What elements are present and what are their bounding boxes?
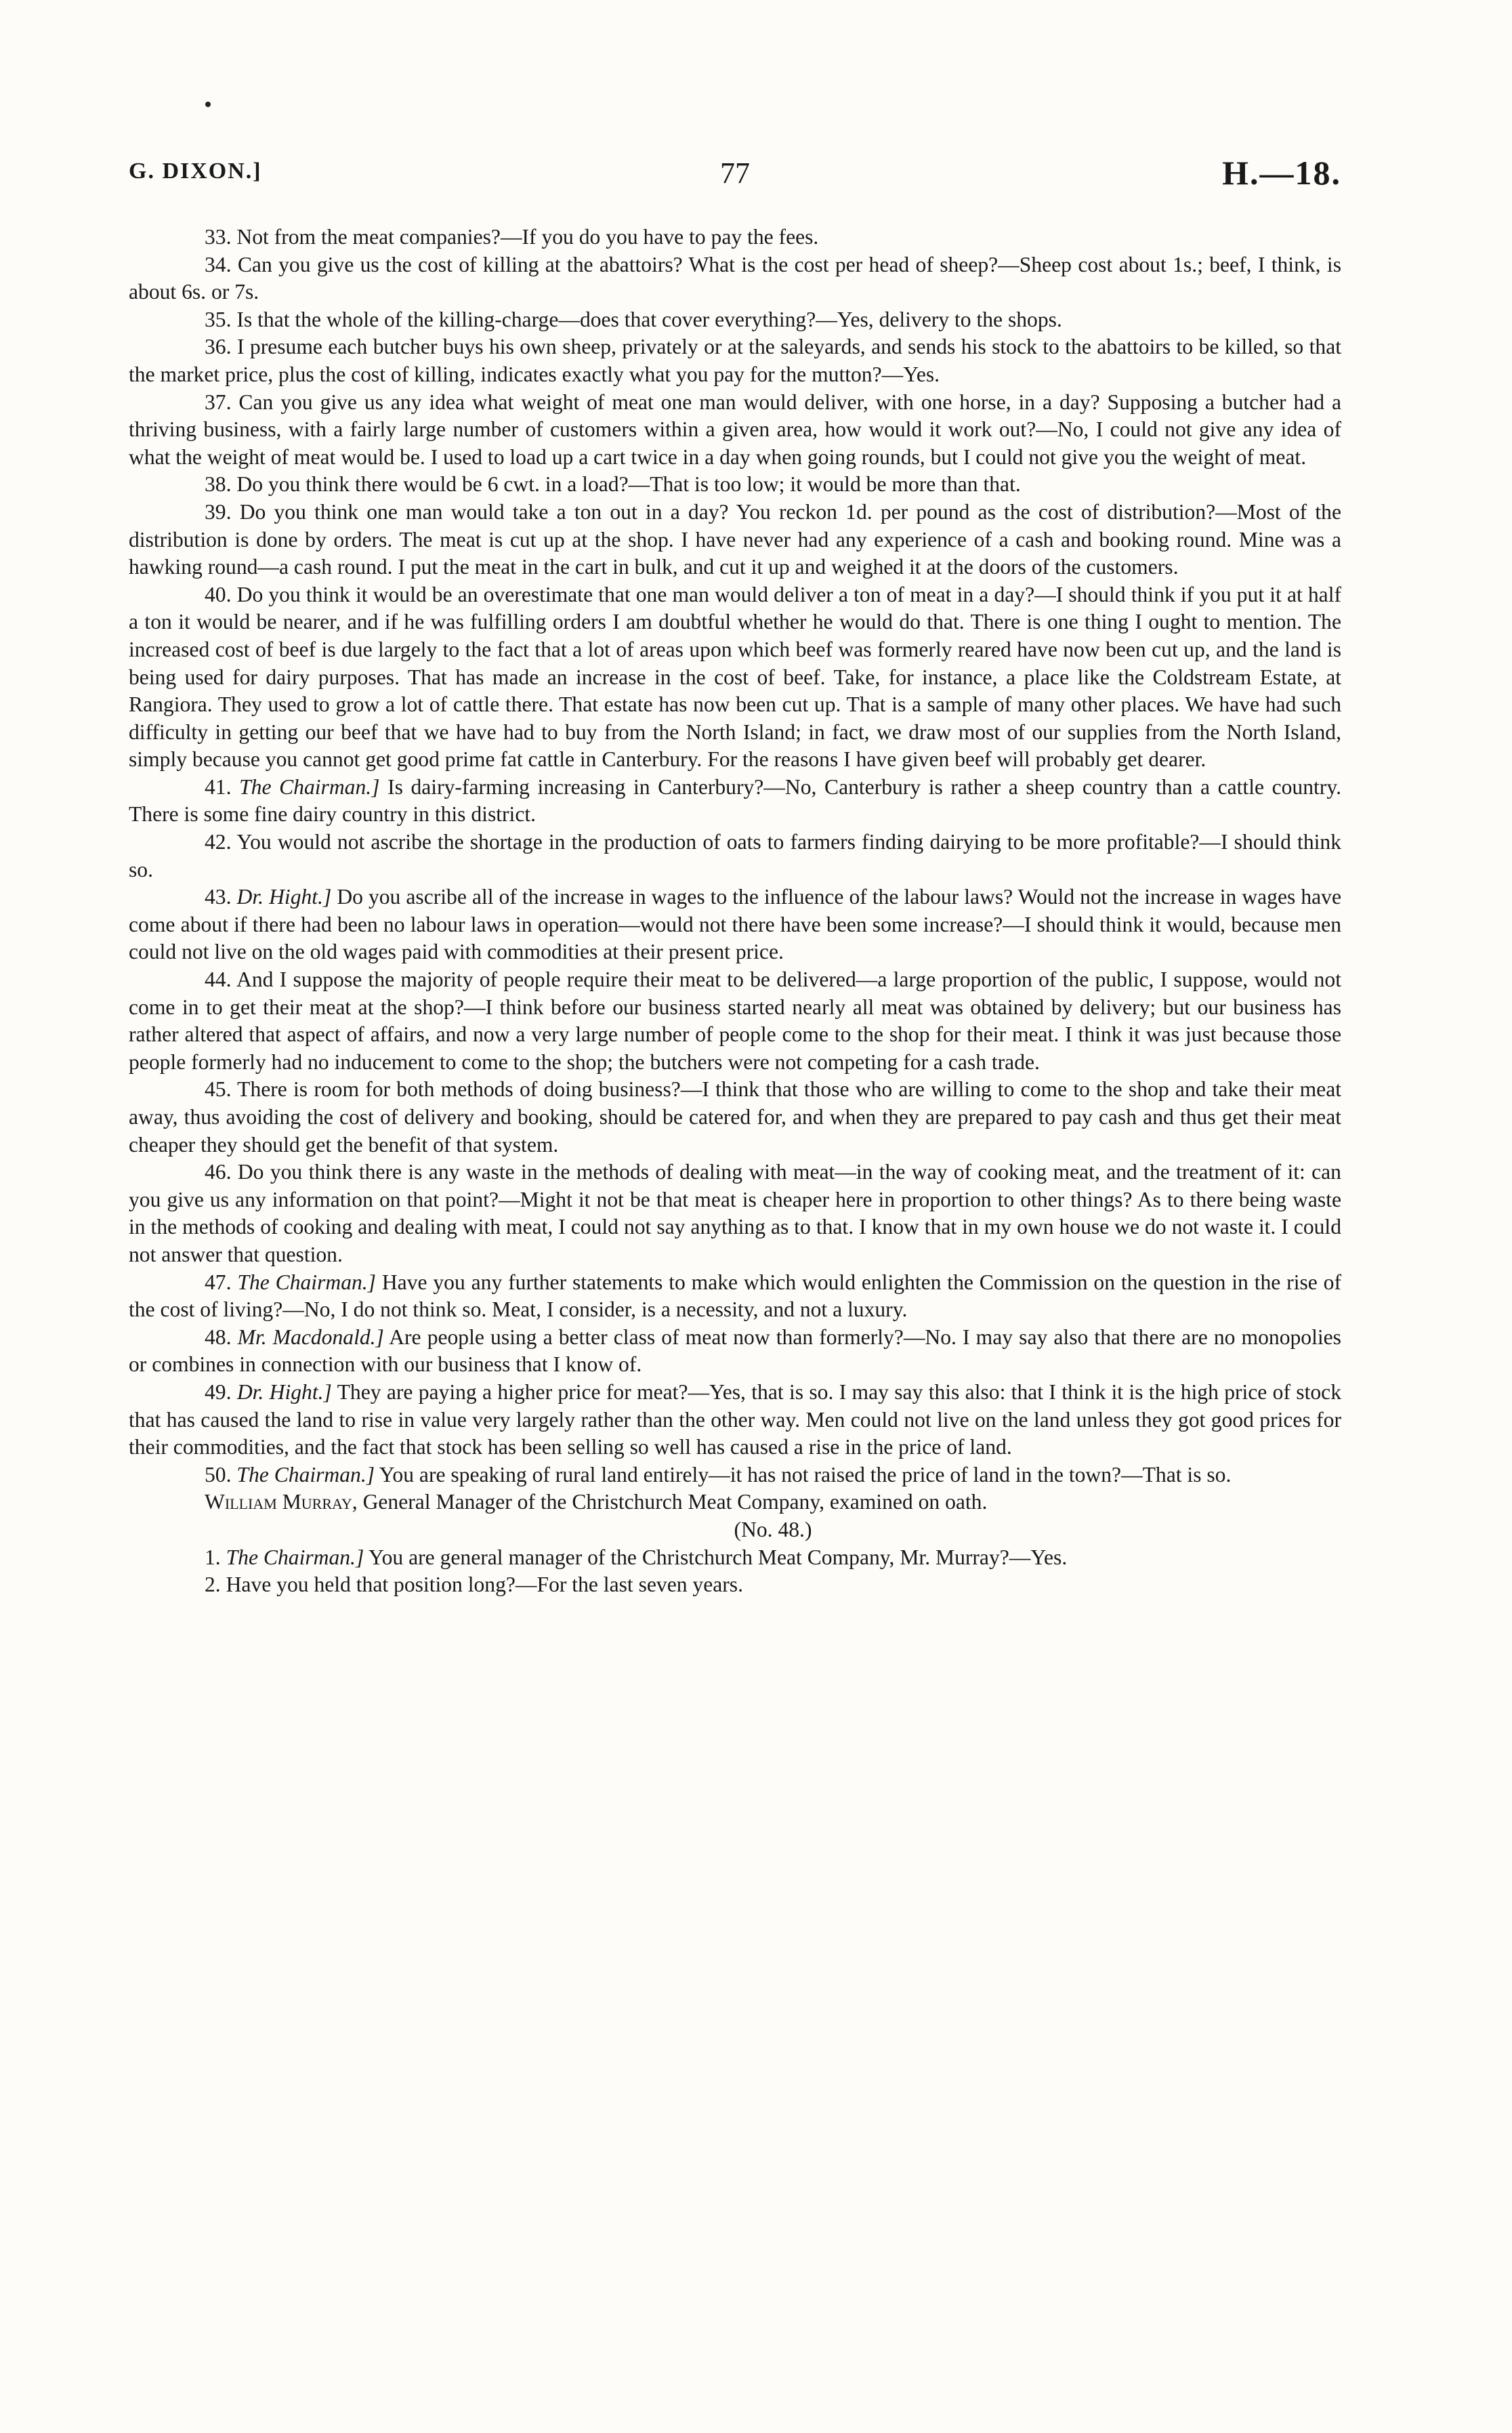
question-number: 40. [205,582,232,606]
speaker: Dr. Hight.] [236,1379,332,1404]
question-paragraph [129,966,1341,1076]
question-number: 35. [205,307,232,331]
question-text: Are people using a better class of meat now than formerly?—No. I may say also that there are no monopolies or combines in connection with our business that I know of. [129,1325,1341,1377]
question-paragraph [129,1159,1341,1268]
question-text: Do you think it would be an overestimate that one man would deliver a ton of meat in a day?—I should think if you put it at half a ton it would be nearer, and if he was fulfilling orders I am doubtful whether he would do that. There is one thing I ought to mention. The increased cost of beef is due largely to the fact that a lot of areas upon which beef was formerly reared have now been cut up, and the land is being used for dairy purposes. That has made an increase in the cost of beef. Take, for instance, a place like the Coldstream Estate, at Rangiora. They used to grow a lot of cattle there. That estate has now been cut up. That is a sample of many other places. We have had such difficulty in getting our beef that we have had to buy from the North Island; in fact, we draw most of our supplies from the North Island, simply because you cannot get good prime fat cattle in Canterbury. For the reasons I have given beef will probably get dearer. [129,582,1341,772]
question-paragraph [129,499,1341,581]
page-header [129,153,1341,194]
question-paragraph [129,389,1341,472]
question-paragraph [129,1324,1341,1379]
question-text: You would not ascribe the shortage in the production of oats to farmers finding dairying to be more profitable?—I should think so. [129,830,1341,881]
question-paragraph [129,1269,1341,1324]
speaker: The Chairman.] [239,774,380,799]
question-number: 44. [205,968,232,992]
question-text: They are paying a higher price for meat?—Yes, that is so. I may say this also: that I think it is the high price of stock that has caused the land to rise in value very largely rather than the other way. Men could not live on the land unless they got good prices for their commodities, and the fact that stock has been selling so well has caused a rise in the price of land. [129,1379,1341,1459]
question-number: 38. [205,472,232,497]
question-text: Have you held that position long?—For the last seven years. [226,1573,743,1597]
speaker: The Chairman.] [236,1462,375,1486]
examination-paragraphs [129,224,1341,1489]
page-number: 77 [720,157,750,190]
question-paragraph [129,251,1341,306]
question-paragraph [129,333,1341,388]
question-number: 45. [205,1077,232,1102]
question-number: 48. [205,1325,232,1349]
question-text: Is that the whole of the killing-charge—does that cover everything?—Yes, delivery to the shops. [236,307,1062,331]
question-paragraph [129,1461,1341,1489]
witness-description: General Manager of the Christchurch Meat Company, examined on oath. [362,1490,988,1514]
question-number: 2. [205,1573,221,1597]
question-paragraph [129,829,1341,883]
question-text: I presume each butcher buys his own sheep, privately or at the saleyards, and sends his stock to the abattoirs to be killed, so that the market price, plus the cost of killing, indicates exactly what you pay for the mutton?—Yes. [129,335,1341,386]
question-number: 50. [205,1462,232,1486]
speaker: Dr. Hight.] [236,885,332,909]
question-paragraph [129,224,1341,251]
question-number: 33. [205,225,232,249]
question-number: 36. [205,335,232,359]
question-number: 41. [205,774,232,799]
question-text: Not from the meat companies?—If you do you have to pay the fees. [236,225,819,249]
question-text: Have you any further statements to make which would enlighten the Commission on the question in the rise of the cost of living?—No, I do not think so. Meat, I consider, is a necessity, and not a luxury. [129,1270,1341,1322]
question-text: You are general manager of the Christchurch Meat Company, Mr. Murray?—Yes. [368,1545,1068,1569]
question-number: 46. [205,1160,232,1184]
question-number: 34. [205,252,232,276]
witness-running-head: G. DIXON.] [129,159,262,184]
document-reference: H.—18. [1222,154,1341,192]
question-text: There is room for both methods of doing business?—I think that those who are willing to come to the shop and take their meat away, thus avoiding the cost of delivery and booking, should be catered for, and when they are prepared to pay cash and thus get their meat cheaper they should get the benefit of that system. [129,1077,1342,1157]
witness-name: William Murray, [205,1490,358,1514]
question-paragraph [129,774,1341,829]
question-paragraph [129,1544,1341,1572]
question-text: And I suppose the majority of people require their meat to be delivered—a large proportion of the public, I suppose, would not come in to get their meat at the shop?—I think before our business started nearly all meat was obtained by delivery; but our business has rather altered that aspect of affairs, and now a very large number of people come to the shop for their meat. I think it was just because those people formerly had no inducement to come to the shop; the butchers were not competing for a cash trade. [129,968,1342,1074]
question-number: 47. [205,1270,232,1294]
question-text: Do you think there would be 6 cwt. in a load?—That is too low; it would be more than that. [236,472,1021,497]
question-number: 37. [205,390,232,414]
witness-examination-paragraphs [129,1544,1341,1599]
question-paragraph [129,581,1341,774]
question-text: Can you give us any idea what weight of meat one man would deliver, with one horse, in a day? Supposing a butcher had a thriving business, with a fairly large number of customers within a given area, how would it work out?—No, I could not give any idea of what the weight of meat would be. I used to load up a cart twice in a day when going rounds, but I could not give you the weight of meat. [129,390,1341,469]
question-paragraph [129,1571,1341,1599]
question-number: 1. [205,1545,221,1569]
witness-number: (No. 48.) [734,1517,812,1541]
question-number: 43. [205,885,232,909]
document-body [129,224,1341,1599]
question-text: Is dairy-farming increasing in Canterbury?—No, Canterbury is rather a sheep country than a cattle country. There is some fine dairy country in this district. [129,774,1341,827]
question-paragraph [129,1379,1341,1461]
question-text: You are speaking of rural land entirely—it has not raised the price of land in the town?—That is so. [379,1462,1232,1486]
page-mark [205,102,211,107]
speaker: The Chairman.] [237,1270,376,1294]
speaker: Mr. Macdonald.] [237,1325,384,1349]
question-number: 39. [205,499,232,524]
witness-heading [129,1489,1341,1516]
question-paragraph [129,306,1341,334]
question-number: 42. [205,830,232,854]
question-paragraph [129,471,1341,499]
question-text: Do you ascribe all of the increase in wages to the influence of the labour laws? Would not the increase in wages have come about if there had been no labour laws in operation—would not there have been some increase?—I should think it would, because men could not live on the old wages paid with commodities at their present price. [129,885,1341,964]
question-text: Can you give us the cost of killing at the abattoirs? What is the cost per head of sheep?—Sheep cost about 1s.; beef, I think, is about 6s. or 7s. [129,252,1341,304]
question-number: 49. [205,1379,232,1404]
question-text: Do you think there is any waste in the methods of dealing with meat—in the way of cooking meat, and the treatment of it: can you give us any information on that point?—Might it not be that meat is cheaper here in proportion to other things? As to there being waste in the methods of cooking and dealing with meat, I could not say anything as to that. I know that in my own house we do not waste it. I could not answer that question. [129,1160,1341,1266]
question-paragraph [129,1076,1341,1159]
question-text: Do you think one man would take a ton out in a day? You reckon 1d. per pound as the cost of distribution?—Most of the distribution is done by orders. The meat is cut up at the shop. I have never had any experience of a cash and booking round. Mine was a hawking round—a cash round. I put the meat in the cart in bulk, and cut it up and weighed it at the doors of the customers. [129,499,1341,579]
question-paragraph [129,883,1341,966]
speaker: The Chairman.] [226,1545,364,1569]
